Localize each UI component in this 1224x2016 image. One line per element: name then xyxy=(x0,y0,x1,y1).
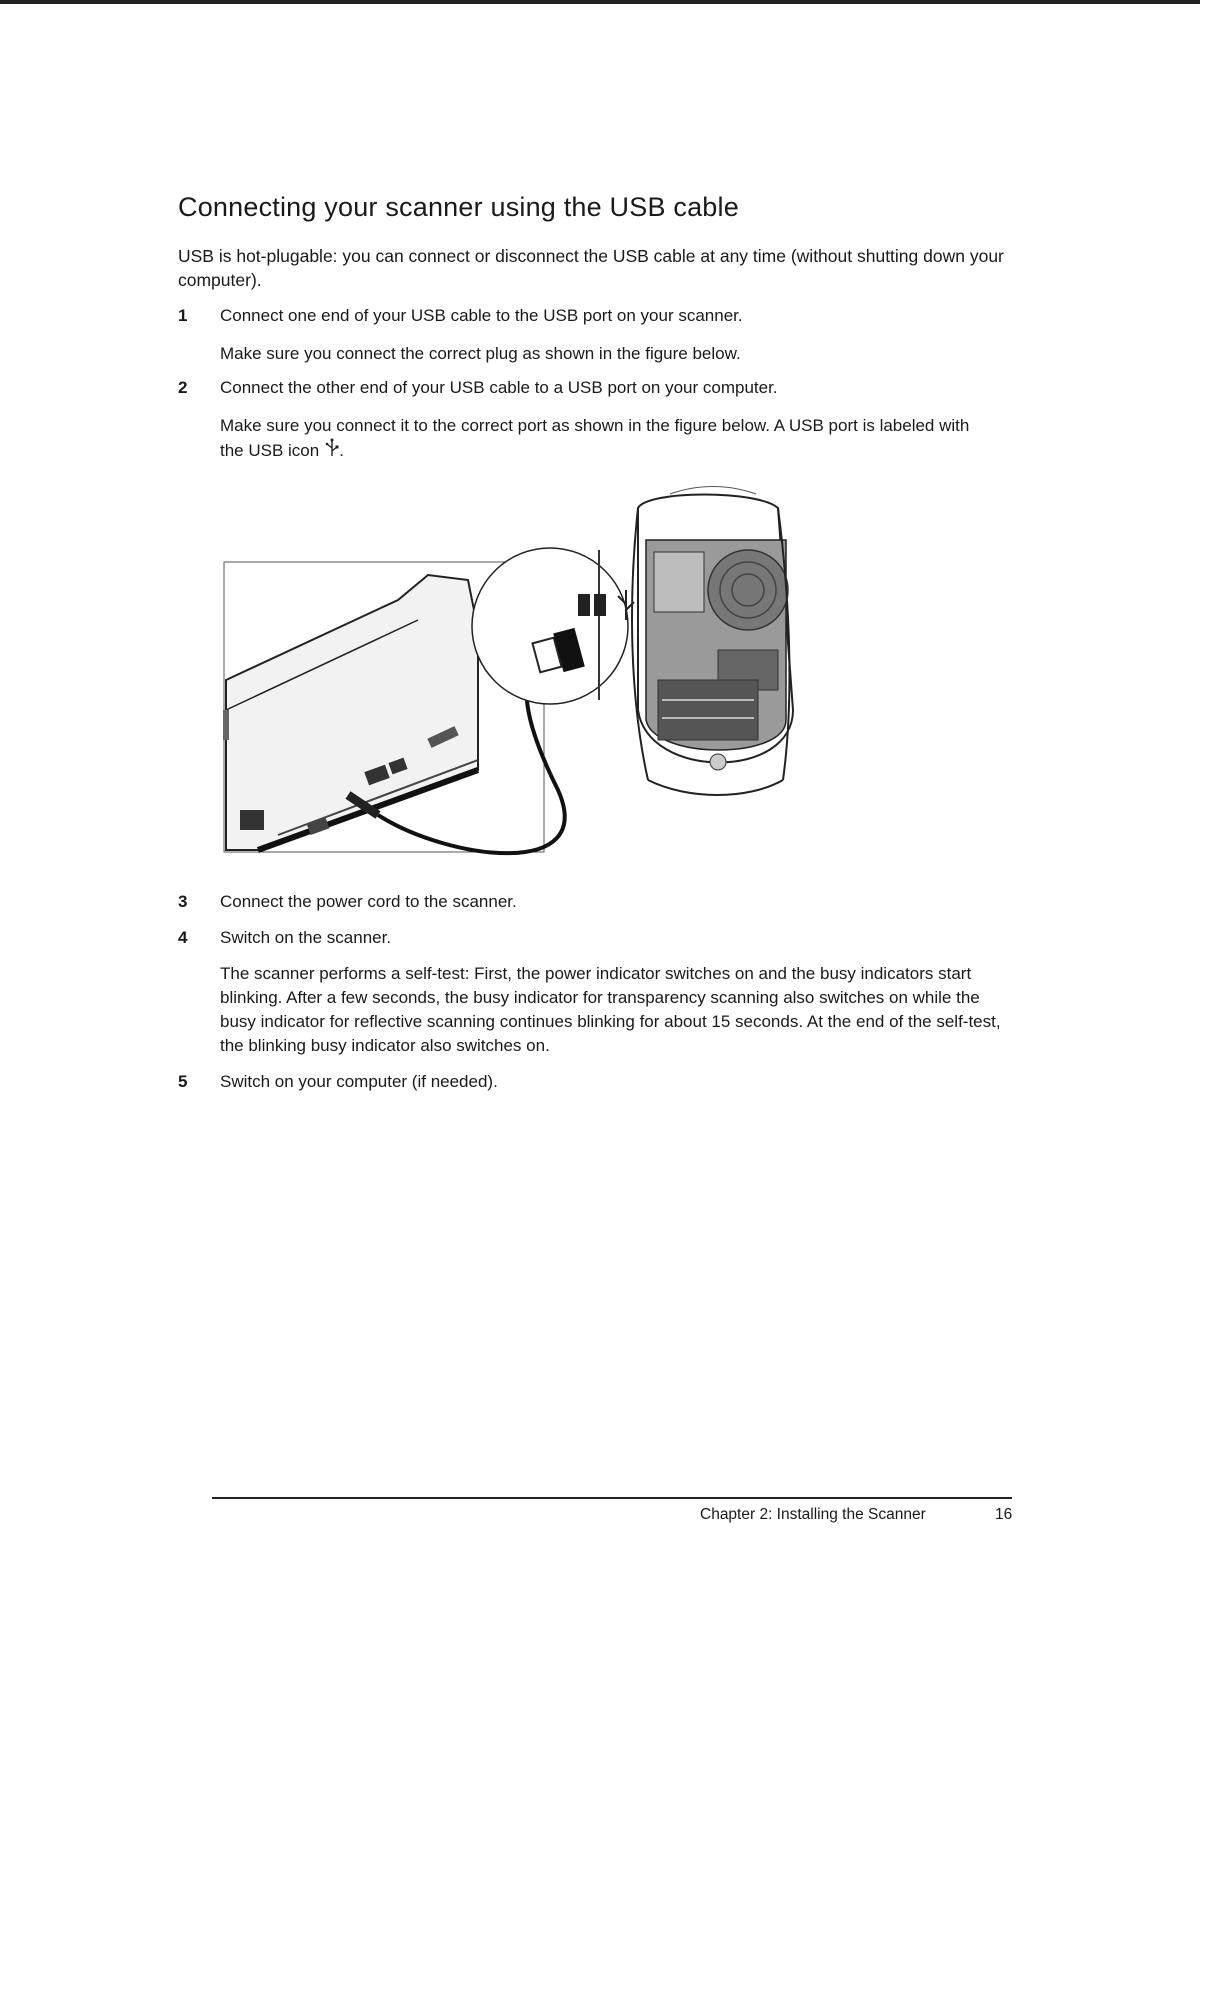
footer-chapter: Chapter 2: Installing the Scanner xyxy=(700,1506,926,1523)
step-4-number: 4 xyxy=(178,928,188,947)
step-1-note: Make sure you connect the correct plug as shown in the figure below. xyxy=(220,344,741,363)
page-number: 16 xyxy=(995,1506,1013,1523)
step-4-note: The scanner performs a self-test: First, the power indicator switches on and the busy indicators start blinking. After a few seconds, the busy indicator for transparency scanning also switches on while the busy indicator for reflective scanning continues blinking for about 15 seconds. At the end of the self-test, the blinking busy indicator also switches on. xyxy=(220,964,1001,1055)
step-4-text: Switch on the scanner. xyxy=(220,928,392,947)
step-2-note xyxy=(220,414,980,465)
intro-paragraph: USB is hot-plugable: you can connect or disconnect the USB cable at any time (without shutting down your computer). xyxy=(178,246,1004,290)
step-3-number: 3 xyxy=(178,892,188,911)
step-3-text: Connect the power cord to the scanner. xyxy=(220,892,517,911)
step-1-number: 1 xyxy=(178,306,188,325)
step-2-text: Connect the other end of your USB cable to a USB port on your computer. xyxy=(220,378,778,397)
step-2-note-end: . xyxy=(339,441,344,460)
footer-rule xyxy=(212,1497,1012,1499)
usb-connection-figure xyxy=(218,480,818,880)
step-1-text: Connect one end of your USB cable to the USB port on your scanner. xyxy=(220,306,743,325)
step-5-text: Switch on your computer (if needed). xyxy=(220,1072,498,1091)
step-2-note-text: Make sure you connect it to the correct port as shown in the figure below. A USB port is labeled with the USB icon xyxy=(220,416,970,460)
top-rule xyxy=(0,0,1200,4)
step-5-number: 5 xyxy=(178,1072,188,1091)
step-2-number: 2 xyxy=(178,378,188,397)
usb-icon xyxy=(325,438,339,465)
page-title: Connecting your scanner using the USB cable xyxy=(178,192,739,222)
